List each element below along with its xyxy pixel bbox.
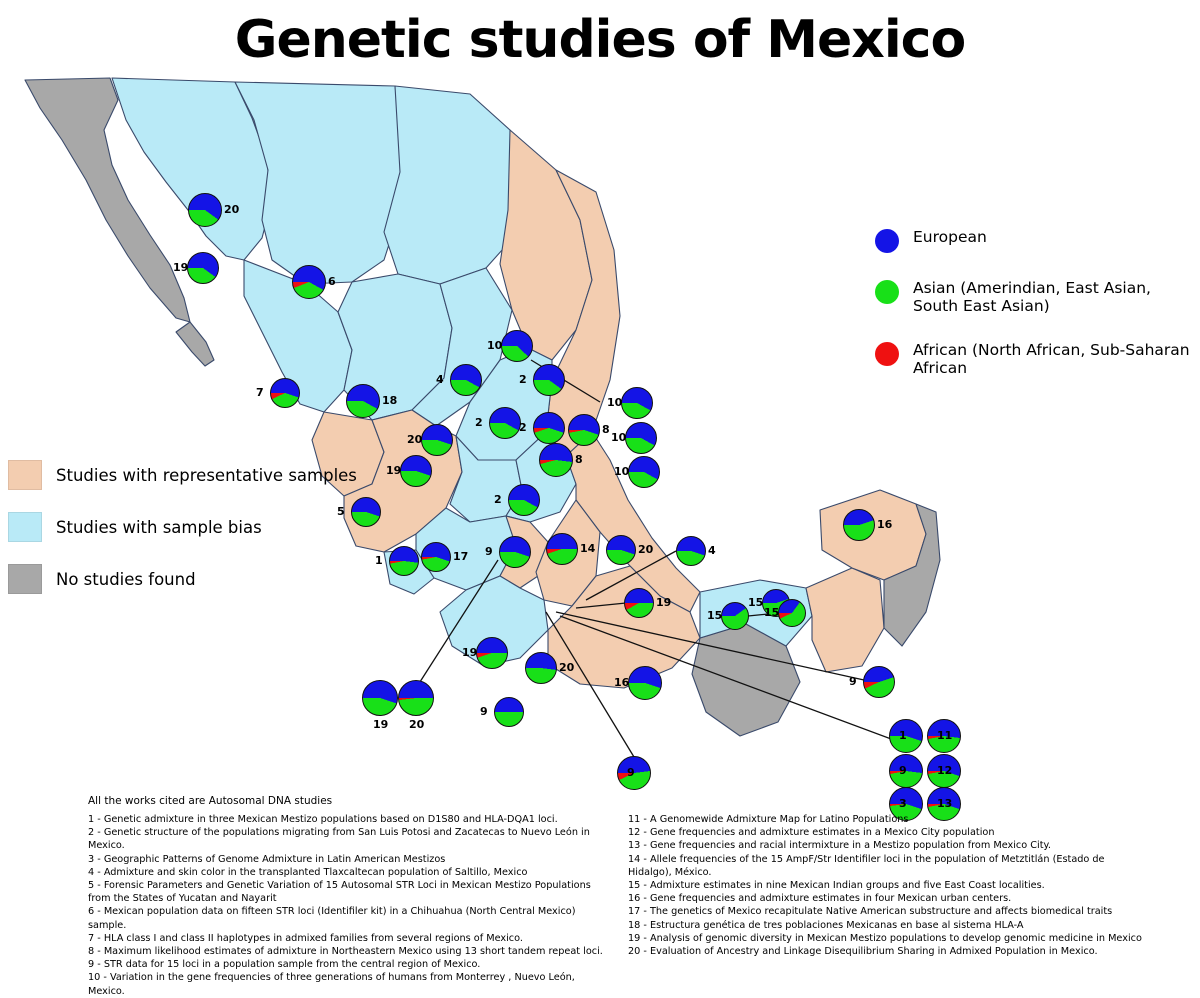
pie-marker[interactable] — [351, 497, 381, 527]
pie-marker-label: 2 — [519, 373, 527, 386]
key-item-european — [875, 228, 1195, 253]
footnote-item: 15 - Admixture estimates in nine Mexican Indian groups and five East Coast localities. — [628, 880, 1045, 892]
footnote-item: 5 - Forensic Parameters and Genetic Variation of 15 Autosomal STR Loci in Mexican Mestizo Populations from the States of Yucatan and Nayarit — [88, 880, 591, 905]
footnote-item: 7 - HLA class I and class II haplotypes in admixed families from several regions of Mexico. — [88, 932, 523, 944]
pie-marker[interactable] — [476, 637, 508, 669]
footnote-item: 16 - Gene frequencies and admixture estimates in four Mexican urban centers. — [628, 893, 1012, 905]
nostudies-swatch — [8, 564, 42, 594]
representative-swatch — [8, 460, 42, 490]
pie-marker-label: 19 — [656, 596, 672, 609]
pie-marker-label: 10 — [607, 396, 623, 409]
key-item-african — [875, 341, 1195, 377]
pie-marker[interactable] — [362, 680, 398, 716]
bias-swatch — [8, 512, 42, 542]
pie-marker-label: 15 — [764, 606, 780, 619]
pie-marker-label: 15 — [707, 609, 723, 622]
footnote-item: 4 - Admixture and skin color in the transplanted Tlaxcaltecan population of Saltillo, Mexico — [88, 866, 528, 878]
pie-marker-label: 5 — [337, 505, 345, 518]
footnote-item: 6 - Mexican population data on fifteen STR loci (Identifiler kit) in a Chihuahua (North Central Mexico) sample. — [88, 906, 576, 931]
pie-marker[interactable] — [568, 414, 600, 446]
footnotes-column-left — [88, 813, 608, 998]
footnote-item: 14 - Allele frequencies of the 15 AmpF/Str Identifiler loci in the population of Metztitlán (Estado de Hidalgo), México. — [628, 853, 1105, 878]
pie-marker-label: 9 — [485, 545, 493, 558]
footnote-item: 1 - Genetic admixture in three Mexican Mestizo populations based on D1S80 and HLA-DQA1 loci. — [88, 814, 558, 825]
pie-marker[interactable] — [625, 422, 657, 454]
pie-marker-label: 10 — [611, 431, 627, 444]
footnote-item: 12 - Gene frequencies and admixture estimates in a Mexico City population — [628, 827, 995, 839]
pie-marker-label: 2 — [494, 493, 502, 506]
african-dot-icon — [875, 342, 899, 366]
pie-marker[interactable] — [525, 652, 557, 684]
pie-marker[interactable] — [389, 546, 419, 576]
pie-marker-label: 14 — [580, 542, 596, 555]
mexico-map-svg — [0, 60, 1200, 780]
pie-marker-label: 10 — [614, 465, 630, 478]
footnotes-header: All the works cited are Autosomal DNA studies — [88, 795, 333, 807]
area-item-bias — [8, 512, 368, 542]
area-item-representative — [8, 460, 368, 490]
pie-marker-label: 17 — [453, 550, 469, 563]
pie-marker[interactable] — [843, 509, 875, 541]
footnote-item: 2 - Genetic structure of the populations migrating from San Luis Potosi and Zacatecas to Nuevo León in Mexico. — [88, 827, 590, 852]
pie-marker-label: 1 — [899, 729, 907, 742]
footnote-item: 10 - Variation in the gene frequencies of three generations of humans from Monterrey , Nuevo León, Mexico. — [88, 972, 575, 997]
pie-marker-label: 8 — [575, 453, 583, 466]
pie-marker-label: 20 — [224, 203, 240, 216]
footnote-item: 8 - Maximum likelihood estimates of admixture in Northeastern Mexico using 13 short tandem repeat loci. — [88, 946, 603, 958]
pie-marker[interactable] — [778, 599, 806, 627]
ancestry-color-key — [875, 228, 1195, 403]
region-baja-california-sur — [176, 322, 214, 366]
key-label-african: African (North African, Sub-Saharan African — [913, 341, 1190, 377]
pie-marker-label: 12 — [937, 764, 953, 777]
pie-marker-label: 7 — [256, 386, 264, 399]
pie-marker[interactable] — [508, 484, 540, 516]
pie-marker[interactable] — [450, 364, 482, 396]
pie-marker-label: 20 — [638, 543, 654, 556]
pie-marker[interactable] — [533, 412, 565, 444]
footnotes-column-right — [628, 813, 1148, 998]
footnote-item: 19 - Analysis of genomic diversity in Mexican Mestizo populations to develop genomic medicine in Mexico — [628, 932, 1142, 944]
key-label-european: European — [913, 228, 987, 246]
footnote-item: 13 - Gene frequencies and racial intermixture in a Mestizo population from Mexico City. — [628, 840, 1051, 852]
footnote-item: 20 - Evaluation of Ancestry and Linkage Disequilibrium Sharing in Admixed Population in Mexico. — [628, 946, 1098, 958]
footnote-item: 9 - STR data for 15 loci in a population sample from the central region of Mexico. — [88, 959, 481, 971]
footnote-item: 3 - Geographic Patterns of Genome Admixture in Latin American Mestizos — [88, 853, 446, 865]
pie-marker[interactable] — [494, 697, 524, 727]
pie-marker-label: 19 — [386, 464, 402, 477]
footnotes — [88, 795, 1188, 998]
pie-marker[interactable] — [539, 443, 573, 477]
pie-marker-label: 9 — [849, 675, 857, 688]
area-label-representative: Studies with representative samples — [56, 465, 357, 485]
pie-marker-label: 16 — [614, 676, 630, 689]
footnote-item: 17 - The genetics of Mexico recapitulate Native American substructure and affects biomedical traits — [628, 906, 1113, 918]
pie-marker[interactable] — [606, 535, 636, 565]
pie-marker-label: 2 — [475, 416, 483, 429]
key-item-asian — [875, 279, 1195, 315]
pie-marker-label: 15 — [748, 596, 764, 609]
pie-marker[interactable] — [187, 252, 219, 284]
pie-marker[interactable] — [533, 364, 565, 396]
area-item-nostudies — [8, 564, 368, 594]
pie-marker-label: 20 — [559, 661, 575, 674]
pie-marker-label: 4 — [708, 544, 716, 557]
area-label-nostudies: No studies found — [56, 569, 196, 589]
pie-marker-label: 8 — [602, 423, 610, 436]
pie-marker[interactable] — [499, 536, 531, 568]
pie-marker[interactable] — [188, 193, 222, 227]
pie-marker[interactable] — [628, 666, 662, 700]
european-dot-icon — [875, 229, 899, 253]
pie-marker[interactable] — [621, 387, 653, 419]
pie-marker-label: 9 — [899, 764, 907, 777]
pie-marker-label: 16 — [877, 518, 893, 531]
pie-marker-label: 20 — [407, 433, 423, 446]
pie-marker[interactable] — [489, 407, 521, 439]
pie-marker-label: 10 — [487, 339, 503, 352]
pie-marker[interactable] — [400, 455, 432, 487]
pie-marker-label: 1 — [375, 554, 383, 567]
region-campeche — [806, 568, 884, 672]
pie-marker[interactable] — [421, 424, 453, 456]
pie-marker[interactable] — [721, 602, 749, 630]
pie-marker-label: 9 — [627, 766, 635, 779]
pie-marker[interactable] — [546, 533, 578, 565]
pie-marker-label: 11 — [937, 729, 953, 742]
pie-marker[interactable] — [624, 588, 654, 618]
pie-marker[interactable] — [292, 265, 326, 299]
pie-marker[interactable] — [270, 378, 300, 408]
pie-marker[interactable] — [421, 542, 451, 572]
footnote-item: 18 - Estructura genética de tres poblaciones Mexicanas en base al sistema HLA-A — [628, 919, 1024, 931]
pie-marker-label: 19 — [373, 718, 389, 731]
pie-marker-label: 19 — [462, 646, 478, 659]
asian-dot-icon — [875, 280, 899, 304]
pie-marker[interactable] — [676, 536, 706, 566]
pie-marker-label: 4 — [436, 373, 444, 386]
pie-marker[interactable] — [346, 384, 380, 418]
pie-marker-label: 2 — [519, 421, 527, 434]
pie-marker-label: 19 — [173, 261, 189, 274]
pie-marker[interactable] — [863, 666, 895, 698]
pie-marker[interactable] — [501, 330, 533, 362]
key-label-asian: Asian (Amerindian, East Asian, South East Asian) — [913, 279, 1151, 315]
pie-marker-label: 6 — [328, 275, 336, 288]
pie-marker[interactable] — [398, 680, 434, 716]
page-title: Genetic studies of Mexico — [234, 10, 966, 70]
area-shading-legend — [8, 460, 368, 616]
region-yucatan — [820, 490, 926, 580]
pie-marker-label: 13 — [937, 797, 953, 810]
pie-marker-label: 3 — [899, 797, 907, 810]
pie-marker-label: 18 — [382, 394, 398, 407]
pie-marker-label: 20 — [409, 718, 425, 731]
pie-marker-label: 9 — [480, 705, 488, 718]
area-label-bias: Studies with sample bias — [56, 517, 262, 537]
pie-marker[interactable] — [628, 456, 660, 488]
footnote-item: 11 - A Genomewide Admixture Map for Latino Populations — [628, 814, 909, 825]
